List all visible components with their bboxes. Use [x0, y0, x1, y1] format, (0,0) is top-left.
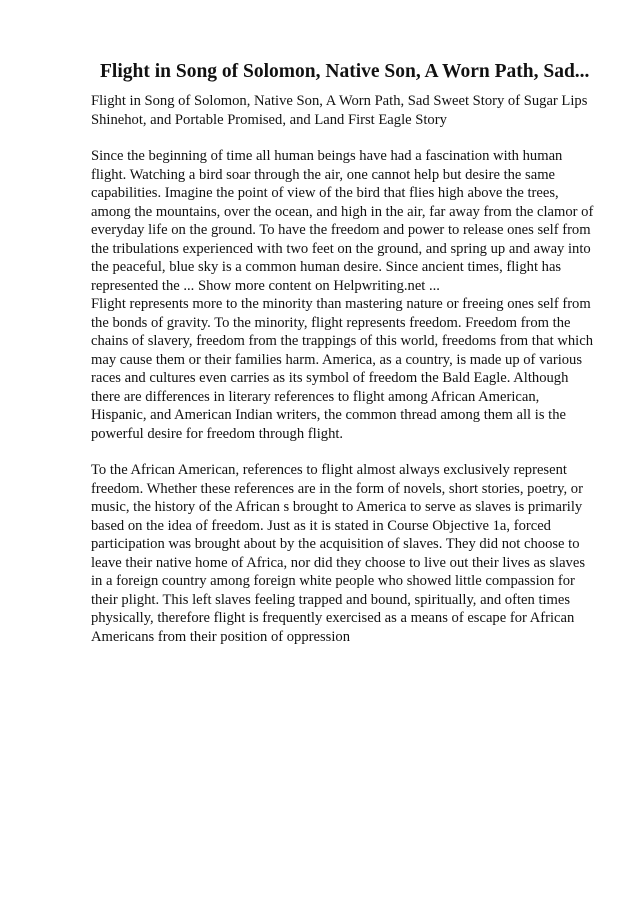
document-subtitle: Flight in Song of Solomon, Native Son, A Worn Path, Sad Sweet Story of Sugar Lips Shinehot, and Portable Promised, and Land First Eagle Story [91, 93, 588, 128]
paragraph-2: Flight represents more to the minority than mastering nature or freeing ones self from the bonds of gravity. To the minority, flight represents freedom. Freedom from the chains of slavery, freedom from the trappings of this world, freedoms from that which may cause them or their families harm. America, as a country, is made up of various races and cultures even carries as its symbol of freedom the Bald Eagle. Although there are differences in literary references to flight among African American, Hispanic, and American Indian writers, the common thread among them all is the powerful desire for freedom through flight. [91, 296, 593, 442]
paragraph-3: To the African American, references to flight almost always exclusively represent freedom. Whether these references are in the form of novels, short stories, poetry, or music, the history of the African s brought to America to serve as slaves is primarily based on the idea of freedom. Just as it is stated in Course Objective 1a, forced participation was brought about by the acquisition of slaves. They did not choose to leave their native home of Africa, nor did they choose to live out their lives as slaves in a foreign country among foreign white people who showed little compassion for their plight. This left slaves feeling trapped and bound, spiritually, and often times physically, therefore flight is frequently exercised as a means of escape for African Americans from their position of oppression [91, 462, 586, 645]
document-title: Flight in Song of Solomon, Native Son, A Worn Path, Sad... [100, 61, 590, 82]
paragraph-1: Since the beginning of time all human beings have had a fascination with human flight. Watching a bird soar through the air, one cannot help but desire the same capabilities. Imagine the point of view of the bird that flies high above the trees, among the mountains, over the ocean, and high in the air, far away from the clamor of everyday life on the ground. To have the freedom and power to release ones self from the tribulations experienced with two feet on the ground, and spring up and away into the peaceful, blue sky is a common human desire. Since ancient times, flight has represented the ... Show more content on Helpwriting.net ... [91, 148, 594, 294]
paragraph-spacer [91, 443, 598, 461]
